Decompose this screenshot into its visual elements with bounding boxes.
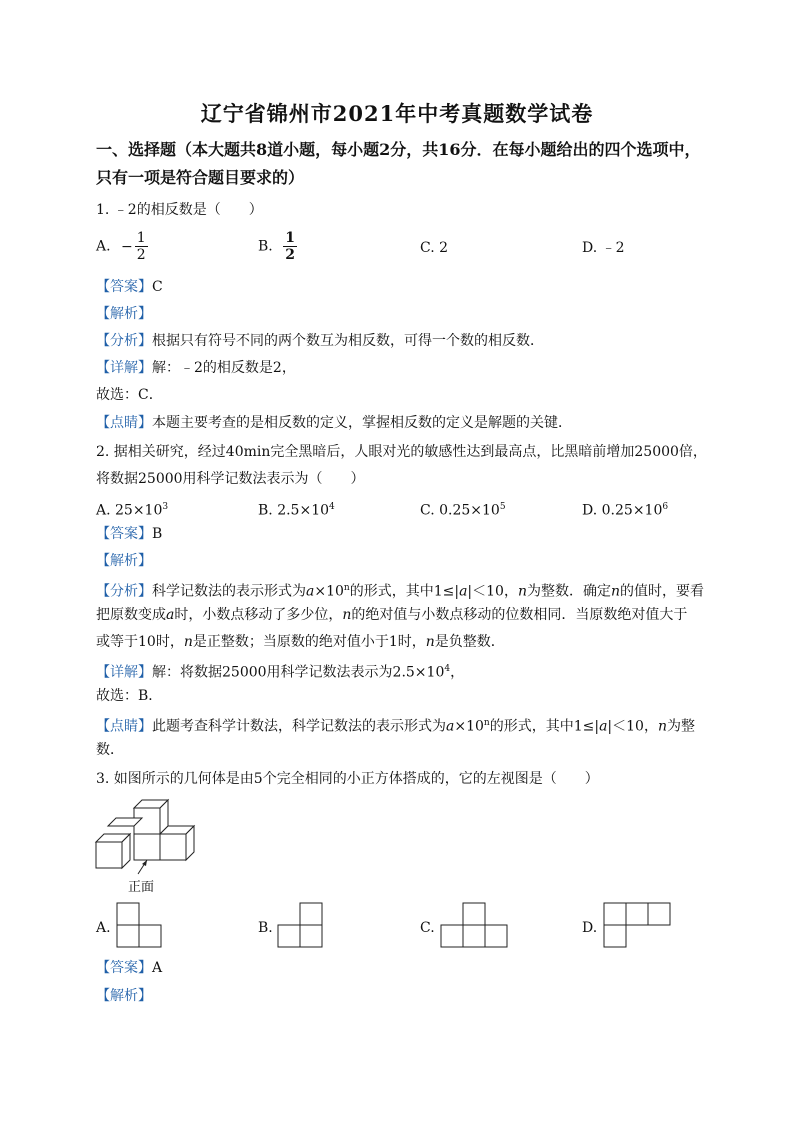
answer-tag: 【答案】 <box>96 279 152 295</box>
q1-option-b-fraction <box>283 230 297 263</box>
q2-fenxi-l3-text-2: 是正整数；当原数的绝对值小于1时， <box>192 634 426 650</box>
q3-a-square-1 <box>117 903 139 925</box>
q3-option-b-view <box>277 902 323 948</box>
q1-option-a-sign: − <box>121 238 133 255</box>
q2-dianjing-sup-n: n <box>483 718 490 728</box>
q1-stem: 1. ﹣2的相反数是（ ） <box>96 202 263 218</box>
middle-cube-front-face <box>134 834 160 860</box>
q2-option-b-label: B. <box>258 502 273 519</box>
cube-stack-figure <box>94 796 206 876</box>
q3-c-square-2 <box>441 925 463 947</box>
q2-xiangjie <box>96 659 464 683</box>
q1-dianjing <box>96 413 572 433</box>
q2-choice: 故选：B． <box>96 688 163 704</box>
q3-a-square-3 <box>139 925 161 947</box>
q2-dianjing-text-1: 此题考查科学计数法，科学记数法的表示形式为 <box>152 718 446 735</box>
q3-b-square-2 <box>278 925 300 947</box>
q3-d-square-4 <box>604 925 626 947</box>
fenxi-tag: 【分析】 <box>96 333 152 349</box>
q2-option-a-base: 25×10 <box>115 502 163 519</box>
q1-option-a-numerator: 1 <box>136 230 146 246</box>
q2-option-c-exp: 5 <box>499 502 506 512</box>
analysis-tag: 【解析】 <box>96 988 152 1004</box>
right-cube-front-face <box>160 834 186 860</box>
q2-answer-value: B <box>152 526 163 542</box>
answer-tag: 【答案】 <box>96 526 152 542</box>
q2-analysis-tag <box>96 551 152 571</box>
q3-d-square-3 <box>648 903 670 925</box>
xiangjie-tag: 【详解】 <box>96 360 152 376</box>
q2-fenxi-text-6: 的值时，要看 <box>620 583 705 600</box>
q2-dianjing-text-2: ×10 <box>454 718 484 735</box>
analysis-tag: 【解析】 <box>96 553 152 569</box>
dianjing-tag: 【点睛】 <box>96 718 152 735</box>
q2-fenxi-line2 <box>96 605 687 625</box>
q1-xiangjie <box>96 358 296 378</box>
q3-a-square-2 <box>117 925 139 947</box>
q2-fenxi-text-2: ×10 <box>314 583 344 600</box>
q2-fenxi-var-a2: a <box>459 583 468 600</box>
q3-option-d-view <box>603 902 671 948</box>
q2-fenxi-var-n: n <box>517 583 527 600</box>
q2-fenxi-l3-text-1: 或等于10时， <box>96 634 184 650</box>
figure-front-label: 正面 <box>128 880 155 895</box>
q2-dianjing-text-5: 为整 <box>666 718 695 735</box>
q1-fenxi <box>96 331 544 351</box>
q2-option-c <box>420 497 506 521</box>
q3-option-d-label: D. <box>582 920 598 936</box>
q1-option-a-label: A. <box>96 238 111 255</box>
q2-xiangjie-exp: 4 <box>444 664 451 674</box>
q2-dianjing-line1 <box>96 713 695 737</box>
q3-c-square-1 <box>463 903 485 925</box>
q2-fenxi-var-a: a <box>306 583 315 600</box>
q2-option-d-label: D. <box>582 502 598 519</box>
q3-d-square-2 <box>626 903 648 925</box>
q2-fenxi-sup-n: n <box>343 583 350 593</box>
q2-fenxi-line1 <box>96 578 704 602</box>
q2-dianjing-var-n: n <box>657 718 667 735</box>
q2-option-c-base: 0.25×10 <box>439 502 500 519</box>
q3-stem: 3. 如图所示的几何体是由5个完全相同的小正方体搭成的，它的左视图是（ ） <box>96 771 599 787</box>
q1-answer <box>96 277 163 297</box>
q1-answer-value: C <box>152 279 163 295</box>
q3-analysis-tag <box>96 986 152 1006</box>
q2-fenxi-text-3: 的形式，其中1≤| <box>349 583 460 600</box>
q2-stem-line1: 2. 据相关研究，经过40min完全黑暗后，人眼对光的敏感性达到最高点，比黑暗前增加25000倍， <box>96 444 707 460</box>
q1-choice: 故选：C． <box>96 387 163 403</box>
q3-option-b-label: B. <box>258 920 273 936</box>
q2-fenxi-l3-var-n2: n <box>425 634 435 650</box>
q2-fenxi-l2-text-2: 时，小数点移动了多少位， <box>174 607 343 623</box>
q3-answer-value: A <box>152 960 163 976</box>
q2-dianjing-var-a2: a <box>599 718 608 735</box>
q2-option-b-base: 2.5×10 <box>277 502 330 519</box>
q2-option-b <box>258 497 335 521</box>
q1-dianjing-text: 本题主要考查的是相反数的定义，掌握相反数的定义是解题的关键． <box>152 415 572 431</box>
q3-c-square-4 <box>485 925 507 947</box>
q2-fenxi-line3 <box>96 632 505 652</box>
q2-stem-line2: 将数据25000用科学记数法表示为（ ） <box>96 471 365 487</box>
q1-xiangjie-text: 解：﹣2的相反数是2， <box>152 360 296 376</box>
q1-analysis-tag <box>96 304 152 324</box>
q2-option-a-exp: 3 <box>162 502 169 512</box>
left-cube-front-face <box>96 842 122 868</box>
q2-dianjing-text-3: 的形式，其中1≤| <box>489 718 600 735</box>
q3-b-square-3 <box>300 925 322 947</box>
q3-d-square-1 <box>604 903 626 925</box>
q2-answer <box>96 524 162 544</box>
section-heading-line1: 一、选择题（本大题共8道小题，每小题2分，共16分．在每小题给出的四个选项中， <box>96 140 701 159</box>
q2-fenxi-text-1: 科学记数法的表示形式为 <box>152 583 306 600</box>
q1-option-b <box>258 230 297 263</box>
q2-fenxi-text-4: |＜10， <box>467 583 518 600</box>
q2-option-a-label: A. <box>96 502 111 519</box>
q2-option-d-exp: 6 <box>662 502 669 512</box>
q2-fenxi-l3-text-3: 是负整数． <box>434 634 505 650</box>
page-title: 辽宁省锦州市2021年中考真题数学试卷 <box>200 101 594 126</box>
q2-xiangjie-text-2: ， <box>450 664 465 681</box>
q3-b-square-1 <box>300 903 322 925</box>
q2-option-d <box>582 497 668 521</box>
front-arrow-head <box>142 860 147 866</box>
q3-option-a-view <box>116 902 162 948</box>
q3-option-c-view <box>440 902 508 948</box>
q3-c-square-3 <box>463 925 485 947</box>
q3-option-a-label: A. <box>96 920 111 936</box>
q2-dianjing-line2: 数． <box>96 742 124 758</box>
q1-option-c: C. 2 <box>420 240 449 256</box>
q2-fenxi-l2-text-3: 的绝对值与小数点移动的位数相同．当原数绝对值大于 <box>351 607 688 623</box>
xiangjie-tag: 【详解】 <box>96 664 152 681</box>
q2-fenxi-l2-var-n: n <box>342 607 352 623</box>
dianjing-tag: 【点睛】 <box>96 415 152 431</box>
q1-option-b-denominator: 2 <box>285 247 295 263</box>
q1-option-a <box>96 230 148 263</box>
q2-fenxi-text-5: 为整数．确定 <box>526 583 611 600</box>
q1-fenxi-text: 根据只有符号不同的两个数互为相反数，可得一个数的相反数． <box>152 333 544 349</box>
q1-option-b-label: B. <box>258 238 273 255</box>
answer-tag: 【答案】 <box>96 960 152 976</box>
q2-dianjing-var-a: a <box>446 718 455 735</box>
q2-option-c-label: C. <box>420 502 435 519</box>
q1-option-b-numerator: 1 <box>285 230 295 246</box>
q3-option-c-label: C. <box>420 920 435 936</box>
q3-answer <box>96 958 162 978</box>
q2-fenxi-l3-var-n: n <box>183 634 193 650</box>
q2-dianjing-text-4: |＜10， <box>607 718 658 735</box>
q1-option-a-denominator: 2 <box>136 247 146 263</box>
q1-option-a-fraction <box>135 230 148 263</box>
q2-fenxi-l2-text-1: 把原数变成 <box>96 607 166 623</box>
fenxi-tag: 【分析】 <box>96 583 152 600</box>
q2-option-b-exp: 4 <box>329 502 335 512</box>
q2-xiangjie-text-1: 解：将数据25000用科学记数法表示为2.5×10 <box>152 664 445 681</box>
q1-option-d: D. ﹣2 <box>582 240 625 256</box>
q2-option-a <box>96 497 168 521</box>
q2-fenxi-var-n2: n <box>610 583 621 600</box>
analysis-tag: 【解析】 <box>96 306 152 322</box>
section-heading-line2: 只有一项是符合题目要求的） <box>96 168 305 187</box>
q2-option-d-base: 0.25×10 <box>601 502 663 519</box>
q2-fenxi-l2-var-a: a <box>166 607 175 623</box>
